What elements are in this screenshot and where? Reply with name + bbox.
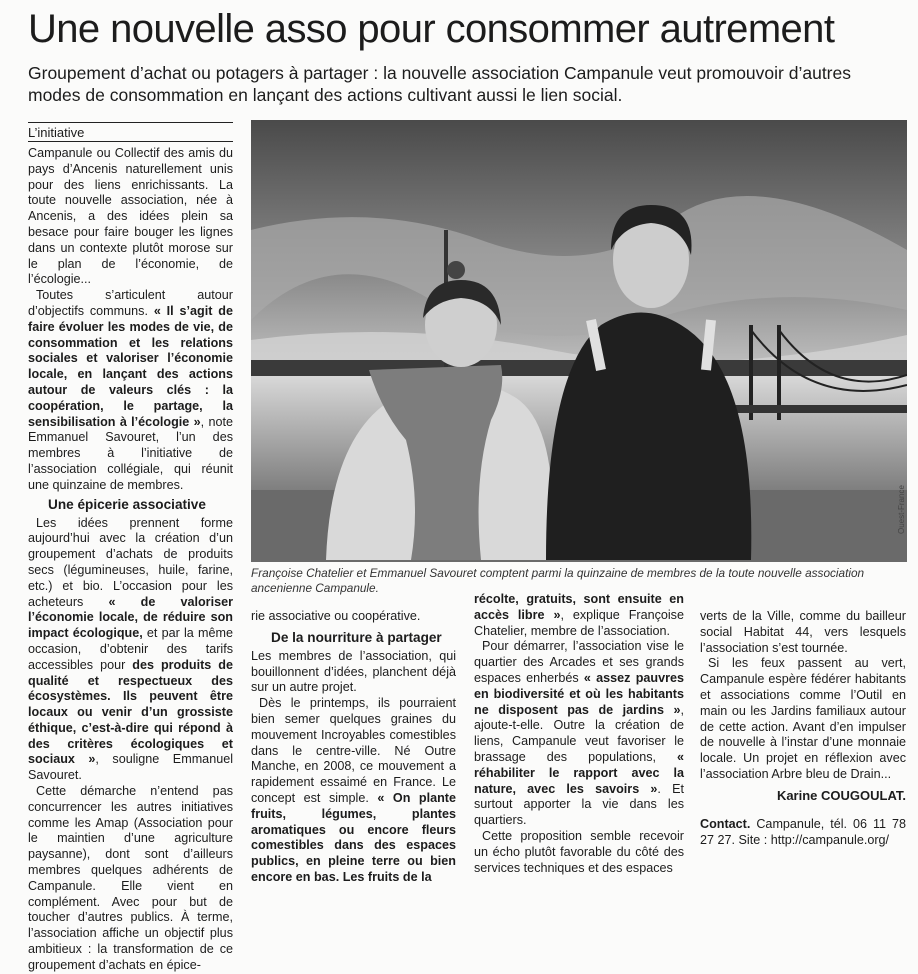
quote: « réhabiliter le rapport avec la nature, avec les savoirs » <box>474 749 684 796</box>
paragraph: Cette proposition semble recevoir un écho plutôt favorable du côté des services techniques et des espaces <box>474 828 684 875</box>
rubric-rule-top <box>28 122 233 123</box>
quote: « Il s’agit de faire évoluer les modes de vie, de consommation et les relations sociales et valoriser l’économie locale, en lançant des actions autour de valeurs clés : la coopération, le partage, la sensibilisation à l’écologie » <box>28 303 233 429</box>
rubric-rule-bottom <box>28 141 233 142</box>
quote: « assez pauvres en biodiversité et où les habitants ne disposent pas de jardins » <box>474 670 685 717</box>
paragraph: rie associative ou coopérative. <box>251 609 421 623</box>
paragraph: verts de la Ville, comme du bailleur social Habitat 44, vers lesquels l’association s’est tournée. <box>700 609 906 655</box>
quote: récolte, gratuits, sont ensuite en accès libre » <box>474 592 684 622</box>
text: . Et surtout apporter la vie dans les quartiers. <box>474 781 684 828</box>
paragraph: Les membres de l’association, qui bouillonnent d’idées, planchent déjà sur un autre projet. <box>251 648 456 695</box>
article-column-1 <box>28 146 233 974</box>
contact-text: Campanule, tél. 06 11 78 27 27. Site : http://campanule.org/ <box>700 817 906 847</box>
headline: Une nouvelle asso pour consommer autrement <box>28 7 835 51</box>
paragraph: Cette démarche n’entend pas concurrencer les autres initiatives comme les Amap (Association pour le maintien d’une agriculture paysanne), dont sont d’ailleurs membres quelques adhérents de Campanule. Elle vient en complément. Avec pour but de toucher d’autres publics. À terme, l’association affiche un objectif plus ambitieux : la transformation de ce groupement d’achats en épice- <box>28 784 233 972</box>
paragraph <box>28 288 233 493</box>
article-column-3 <box>474 592 684 876</box>
text: , ajoute-t-elle. Outre la création de liens, Campanule veut favoriser le brassage des populations, <box>474 702 684 764</box>
standfirst: Groupement d’achat ou potagers à partager : la nouvelle association Campanule veut promouvoir d’autres modes de consommation en lançant des actions cultivant aussi le lien social. <box>28 63 851 105</box>
text: Dès le printemps, ils pourraient bien semer quelques graines du mouvement Incroyables comestibles dans le centre-ville. Né Outre Manche, en 2008, ce mouvement a rapidement essaimé en France. Le concept est simple. <box>251 696 456 805</box>
subheading: Une épicerie associative <box>48 496 206 512</box>
author-byline: Karine COUGOULAT. <box>776 788 906 803</box>
paragraph <box>251 696 456 886</box>
article-column-4 <box>700 609 906 783</box>
quote: « On plante fruits, légumes, plantes aromatiques ou encore fleurs comestibles dans des espaces publics, en pleine terre ou bien encore en bas. Les fruits de la <box>251 790 457 884</box>
contact-info <box>700 817 906 849</box>
quote: « de valoriser l’économie locale, de réduire son impact écologique, <box>28 594 233 641</box>
text: Les idées prennent forme aujourd’hui avec la création d’un groupement d’achats de produits secs (légumineuses, huile, farine, etc.) et bio. L’occasion pour les acheteurs <box>28 515 233 609</box>
subheading: De la nourriture à partager <box>271 629 442 645</box>
paragraph: Campanule ou Collectif des amis du pays d’Ancenis naturellement unis pour des liens enrichissants. La toute nouvelle association, née à Ancenis, a des idées plein sa besace pour faire bouger les lignes dans un contexte plutôt morose sur le plan de l’économie, de l’écologie... <box>28 146 233 287</box>
text: Toutes s’articulent autour d’objectifs communs. <box>28 288 233 318</box>
contact-label: Contact. <box>700 817 751 831</box>
text: , explique Françoise Chatelier, membre de l’association. <box>474 607 684 638</box>
paragraph <box>474 592 684 639</box>
text: Pour démarrer, l’association vise le quartier des Arcades et ses grands espaces enherbés <box>474 639 684 685</box>
photo-credit: Ouest-France <box>897 485 906 534</box>
rubric-label: L’initiative <box>28 125 85 140</box>
text: et par la même occasion, d’obtenir des tarifs accessibles pour <box>28 626 233 672</box>
text: , souligne Emmanuel Savouret. <box>28 752 234 783</box>
text: , note Emmanuel Savouret, l’un des membres à l’initiative de l’association collégiale, qui réunit une quinzaine de membres. <box>28 414 234 492</box>
article-column-2 <box>251 609 456 886</box>
photo-caption: Françoise Chatelier et Emmanuel Savouret comptent parmi la quinzaine de membres de la toute nouvelle association ancenienne Campanule. <box>251 566 865 595</box>
paragraph <box>28 516 233 785</box>
paragraph <box>474 639 684 829</box>
paragraph: Si les feux passent au vert, Campanule espère fédérer habitants et associations comme l’Outil en main ou les Jardins familiaux autour de cette action. Avant d’en impulser de nouvelle à l’instar d’une monnaie locale. Un projet en réflexion avec l’association Arbre bleu de Drain... <box>700 656 906 781</box>
article-photo <box>251 120 907 562</box>
quote: des produits de qualité et respectueux des écosystèmes. Ils peuvent être locaux ou venir d’un grossiste éthique, c’est-à-dire qui répond à des critères écologiques et sociaux » <box>28 657 233 767</box>
